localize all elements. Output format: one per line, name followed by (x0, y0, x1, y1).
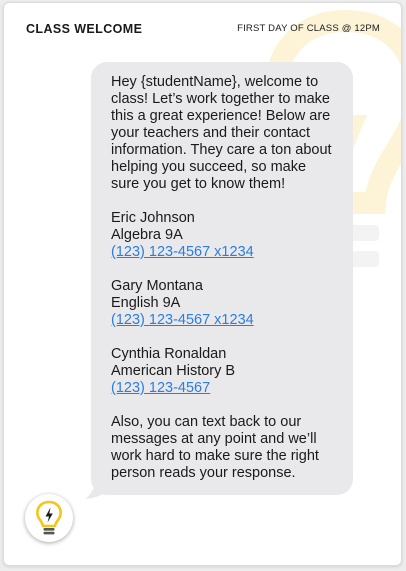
lightbulb-icon (25, 494, 73, 542)
teacher-entry (111, 210, 333, 261)
schedule-label: FIRST DAY OF CLASS @ 12PM (237, 23, 380, 34)
teacher-entry (111, 346, 333, 397)
teacher-entry (111, 278, 333, 329)
teacher-course: Algebra 9A (111, 227, 183, 243)
teacher-name: Cynthia Ronaldan (111, 346, 227, 362)
teacher-phone-link[interactable]: (123) 123-4567 (111, 380, 211, 396)
teacher-name: Gary Montana (111, 278, 203, 294)
message-bubble (91, 62, 353, 495)
teacher-phone-link[interactable]: (123) 123-4567 x1234 (111, 244, 254, 260)
message-outro: Also, you can text back to our messages at any point and we’ll work hard to make sure the right person reads your response. (111, 414, 319, 481)
teacher-course: English 9A (111, 295, 181, 311)
message-intro: Hey {studentName}, welcome to class! Let’s work together to make this a great experience! Below are your teachers and their contact information. They care a ton about helping you succeed, so make sure you get to know them! (111, 74, 332, 192)
message-card (3, 2, 402, 566)
sender-avatar (25, 494, 73, 542)
teacher-phone-link[interactable]: (123) 123-4567 x1234 (111, 312, 254, 328)
teacher-name: Eric Johnson (111, 210, 195, 226)
teacher-course: American History B (111, 363, 236, 379)
page-title: CLASS WELCOME (26, 22, 143, 36)
